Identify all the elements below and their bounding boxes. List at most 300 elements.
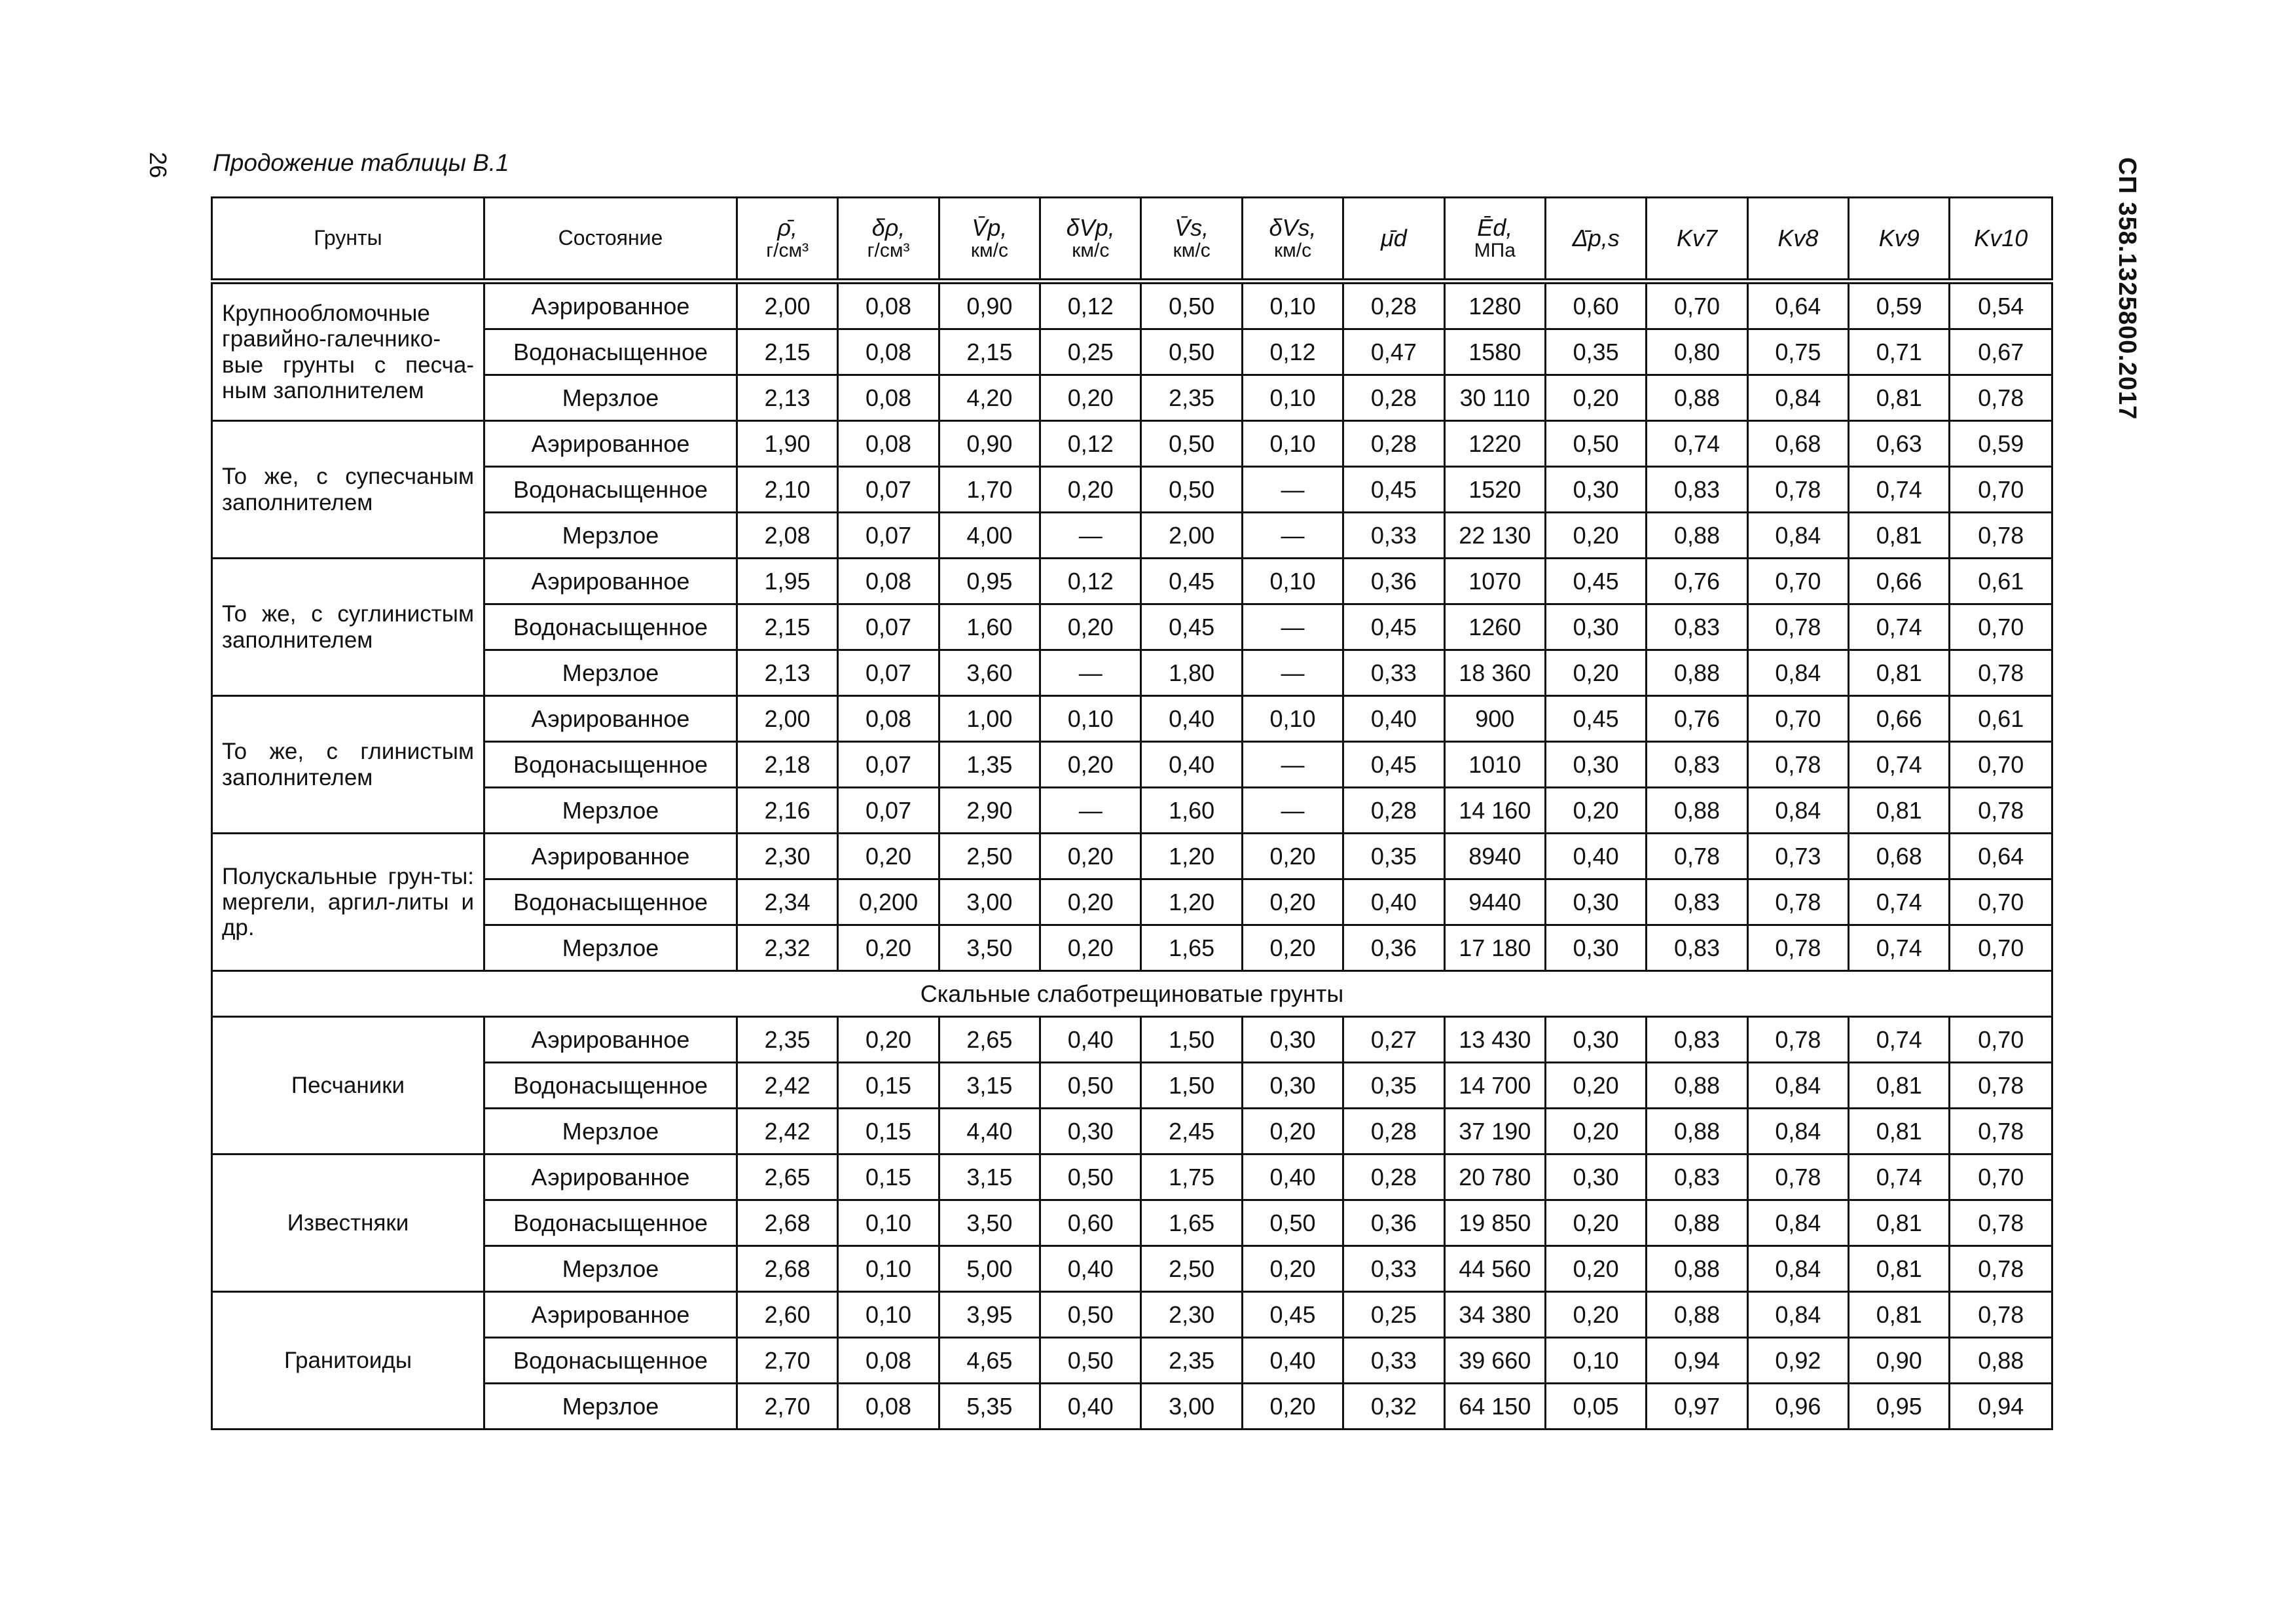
value-cell: 0,95	[1849, 1384, 1950, 1430]
value-cell: 9440	[1444, 879, 1545, 925]
table-row	[212, 1109, 2052, 1154]
state-cell: Водонасыщенное	[484, 329, 737, 375]
value-cell: 0,64	[1747, 282, 1848, 329]
value-cell: 1280	[1444, 282, 1545, 329]
value-cell: 0,35	[1343, 1063, 1444, 1109]
value-cell: 3,50	[939, 925, 1040, 971]
value-cell: 0,60	[1040, 1200, 1141, 1246]
value-cell: 0,50	[1040, 1292, 1141, 1338]
value-cell: 64 150	[1444, 1384, 1545, 1430]
state-cell: Водонасыщенное	[484, 604, 737, 650]
table-caption: Продожение таблицы В.1	[213, 149, 509, 176]
section-row	[212, 971, 2052, 1017]
value-cell: 37 190	[1444, 1109, 1545, 1154]
value-cell: 5,00	[939, 1246, 1040, 1292]
value-cell: 0,70	[1950, 467, 2052, 513]
column-symbol: Грунты	[314, 226, 382, 250]
table-row	[212, 329, 2052, 375]
value-cell: 0,28	[1343, 282, 1444, 329]
value-cell: 8940	[1444, 834, 1545, 879]
column-unit: км/с	[1274, 240, 1312, 262]
value-cell: 0,81	[1849, 1246, 1950, 1292]
value-cell: 0,33	[1343, 650, 1444, 696]
value-cell: 2,65	[737, 1154, 837, 1200]
soil-name: То же, с глинистым заполнителем	[212, 696, 484, 834]
value-cell: 0,83	[1647, 925, 1747, 971]
column-unit: км/с	[970, 240, 1008, 262]
value-cell: 13 430	[1444, 1017, 1545, 1063]
value-cell: 0,76	[1647, 559, 1747, 604]
value-cell: 0,78	[1747, 925, 1848, 971]
value-cell: 3,95	[939, 1292, 1040, 1338]
value-cell: 0,08	[838, 696, 939, 742]
value-cell: 30 110	[1444, 375, 1545, 421]
value-cell: 2,30	[1141, 1292, 1242, 1338]
value-cell: 0,84	[1747, 1292, 1848, 1338]
state-cell: Мерзлое	[484, 513, 737, 559]
value-cell: 0,10	[838, 1292, 939, 1338]
state-cell: Водонасыщенное	[484, 742, 737, 788]
value-cell: 2,70	[737, 1384, 837, 1430]
column-unit: км/с	[1072, 240, 1110, 262]
value-cell: 0,40	[1545, 834, 1646, 879]
value-cell: 0,33	[1343, 1246, 1444, 1292]
value-cell: 2,68	[737, 1200, 837, 1246]
value-cell: 0,88	[1647, 1109, 1747, 1154]
value-cell: 0,81	[1849, 513, 1950, 559]
column-unit: г/см³	[867, 240, 910, 262]
value-cell: 3,15	[939, 1063, 1040, 1109]
value-cell: 0,61	[1950, 559, 2052, 604]
value-cell: 0,20	[1040, 375, 1141, 421]
value-cell: 0,81	[1849, 1063, 1950, 1109]
table-row	[212, 559, 2052, 604]
value-cell: 0,84	[1747, 1200, 1848, 1246]
value-cell: 0,74	[1849, 1017, 1950, 1063]
value-cell: 18 360	[1444, 650, 1545, 696]
value-cell: 3,00	[939, 879, 1040, 925]
table-row	[212, 467, 2052, 513]
value-cell: 14 160	[1444, 788, 1545, 834]
value-cell: 0,45	[1141, 604, 1242, 650]
table-body	[212, 282, 2052, 971]
value-cell: 0,30	[1545, 742, 1646, 788]
state-cell: Аэрированное	[484, 559, 737, 604]
value-cell: 0,84	[1747, 1109, 1848, 1154]
column-unit: км/с	[1173, 240, 1211, 262]
value-cell: 0,78	[1747, 1017, 1848, 1063]
value-cell: 0,20	[1242, 925, 1343, 971]
value-cell: 0,94	[1647, 1338, 1747, 1384]
column-symbol: μ̄d	[1381, 225, 1407, 252]
value-cell: 0,50	[1242, 1200, 1343, 1246]
value-cell: 2,10	[737, 467, 837, 513]
value-cell: 0,08	[838, 282, 939, 329]
value-cell: 44 560	[1444, 1246, 1545, 1292]
value-cell: 2,90	[939, 788, 1040, 834]
value-cell: 4,65	[939, 1338, 1040, 1384]
value-cell: 0,50	[1040, 1154, 1141, 1200]
value-cell: 1,80	[1141, 650, 1242, 696]
column-header	[939, 198, 1040, 282]
value-cell: 5,35	[939, 1384, 1040, 1430]
value-cell: 0,10	[1242, 559, 1343, 604]
value-cell: 0,50	[1141, 329, 1242, 375]
value-cell: 0,75	[1747, 329, 1848, 375]
value-cell: 0,78	[1747, 1154, 1848, 1200]
value-cell: 0,40	[1242, 1154, 1343, 1200]
value-cell: 0,12	[1040, 559, 1141, 604]
value-cell: 0,20	[1545, 788, 1646, 834]
value-cell: 0,10	[838, 1200, 939, 1246]
table-row	[212, 879, 2052, 925]
value-cell: 0,07	[838, 742, 939, 788]
value-cell: 0,20	[1545, 1200, 1646, 1246]
state-cell: Мерзлое	[484, 925, 737, 971]
page-number: 26	[145, 152, 172, 179]
column-header	[1343, 198, 1444, 282]
state-cell: Аэрированное	[484, 696, 737, 742]
value-cell: 0,70	[1950, 1154, 2052, 1200]
value-cell: 1580	[1444, 329, 1545, 375]
state-cell: Водонасыщенное	[484, 1200, 737, 1246]
value-cell: 0,40	[1141, 696, 1242, 742]
value-cell: 0,50	[1040, 1063, 1141, 1109]
value-cell: 0,74	[1849, 604, 1950, 650]
value-cell: —	[1242, 467, 1343, 513]
column-header	[484, 198, 737, 282]
value-cell: 0,08	[838, 329, 939, 375]
value-cell: 0,15	[838, 1063, 939, 1109]
value-cell: 0,78	[1950, 788, 2052, 834]
value-cell: 0,67	[1950, 329, 2052, 375]
value-cell: 0,81	[1849, 375, 1950, 421]
state-cell: Аэрированное	[484, 282, 737, 329]
state-cell: Аэрированное	[484, 421, 737, 467]
value-cell: 2,13	[737, 650, 837, 696]
column-symbol: δVp,	[1066, 214, 1115, 242]
value-cell: 0,10	[1242, 282, 1343, 329]
value-cell: 900	[1444, 696, 1545, 742]
value-cell: 0,78	[1950, 650, 2052, 696]
value-cell: —	[1040, 513, 1141, 559]
table-row	[212, 604, 2052, 650]
value-cell: —	[1242, 788, 1343, 834]
document-code: СП 358.1325800.2017	[2113, 157, 2141, 420]
value-cell: 0,84	[1747, 788, 1848, 834]
value-cell: 2,13	[737, 375, 837, 421]
value-cell: 1520	[1444, 467, 1545, 513]
value-cell: 2,30	[737, 834, 837, 879]
value-cell: 0,36	[1343, 1200, 1444, 1246]
column-header	[1747, 198, 1848, 282]
table-header	[212, 198, 2052, 282]
value-cell: 0,83	[1647, 1017, 1747, 1063]
value-cell: 2,50	[1141, 1246, 1242, 1292]
soil-name: Гранитоиды	[212, 1292, 484, 1430]
value-cell: 4,00	[939, 513, 1040, 559]
value-cell: 0,20	[1040, 604, 1141, 650]
value-cell: 0,68	[1747, 421, 1848, 467]
value-cell: 0,84	[1747, 375, 1848, 421]
value-cell: 0,88	[1950, 1338, 2052, 1384]
value-cell: 0,70	[1950, 1017, 2052, 1063]
value-cell: 0,88	[1647, 1063, 1747, 1109]
value-cell: 0,10	[1242, 375, 1343, 421]
value-cell: 0,70	[1950, 879, 2052, 925]
value-cell: 0,59	[1849, 282, 1950, 329]
value-cell: 0,50	[1141, 282, 1242, 329]
value-cell: 0,30	[1040, 1109, 1141, 1154]
value-cell: 0,81	[1849, 1109, 1950, 1154]
value-cell: 2,00	[737, 282, 837, 329]
table-row	[212, 834, 2052, 879]
value-cell: 0,08	[838, 559, 939, 604]
value-cell: 0,78	[1950, 1292, 2052, 1338]
value-cell: 0,74	[1849, 879, 1950, 925]
value-cell: 0,78	[1950, 1200, 2052, 1246]
value-cell: 0,96	[1747, 1384, 1848, 1430]
value-cell: 22 130	[1444, 513, 1545, 559]
value-cell: 0,20	[1242, 834, 1343, 879]
value-cell: 0,88	[1647, 1200, 1747, 1246]
value-cell: 0,25	[1040, 329, 1141, 375]
table-body-rock	[212, 1017, 2052, 1430]
column-header	[1647, 198, 1747, 282]
value-cell: 4,20	[939, 375, 1040, 421]
table-row	[212, 1154, 2052, 1200]
value-cell: 0,83	[1647, 1154, 1747, 1200]
value-cell: 0,12	[1040, 282, 1141, 329]
value-cell: 0,20	[1545, 1246, 1646, 1292]
value-cell: 0,70	[1950, 604, 2052, 650]
column-header	[212, 198, 484, 282]
value-cell: 0,20	[1545, 1109, 1646, 1154]
value-cell: 0,50	[1040, 1338, 1141, 1384]
value-cell: 0,45	[1545, 696, 1646, 742]
value-cell: 1,20	[1141, 879, 1242, 925]
value-cell: 0,40	[1242, 1338, 1343, 1384]
value-cell: 0,64	[1950, 834, 2052, 879]
value-cell: 1,60	[1141, 788, 1242, 834]
table-row	[212, 1063, 2052, 1109]
value-cell: 2,65	[939, 1017, 1040, 1063]
value-cell: 0,35	[1343, 834, 1444, 879]
value-cell: 1,50	[1141, 1017, 1242, 1063]
value-cell: 1010	[1444, 742, 1545, 788]
soil-name: Полускальные грун-ты: мергели, аргил-литы и др.	[212, 834, 484, 971]
value-cell: 0,30	[1242, 1017, 1343, 1063]
value-cell: 1,20	[1141, 834, 1242, 879]
column-symbol: V̄s,	[1175, 214, 1209, 242]
value-cell: 0,59	[1950, 421, 2052, 467]
value-cell: 0,20	[1242, 1384, 1343, 1430]
value-cell: 0,12	[1040, 421, 1141, 467]
value-cell: 0,08	[838, 1384, 939, 1430]
state-cell: Мерзлое	[484, 1109, 737, 1154]
value-cell: 2,00	[737, 696, 837, 742]
value-cell: 2,35	[1141, 1338, 1242, 1384]
value-cell: 0,27	[1343, 1017, 1444, 1063]
value-cell: 0,10	[838, 1246, 939, 1292]
value-cell: 0,20	[1040, 879, 1141, 925]
state-cell: Мерзлое	[484, 650, 737, 696]
value-cell: 0,54	[1950, 282, 2052, 329]
table-row	[212, 421, 2052, 467]
column-symbol: Δ̄p,s	[1572, 225, 1620, 252]
value-cell: 0,30	[1545, 467, 1646, 513]
value-cell: 0,20	[1545, 513, 1646, 559]
value-cell: 0,50	[1141, 467, 1242, 513]
value-cell: 0,45	[1343, 467, 1444, 513]
value-cell: 3,15	[939, 1154, 1040, 1200]
value-cell: 0,08	[838, 375, 939, 421]
value-cell: 0,36	[1343, 559, 1444, 604]
value-cell: 0,30	[1545, 925, 1646, 971]
value-cell: 0,15	[838, 1109, 939, 1154]
state-cell: Аэрированное	[484, 1017, 737, 1063]
value-cell: 3,00	[1141, 1384, 1242, 1430]
table-row	[212, 1017, 2052, 1063]
column-unit: г/см³	[766, 240, 809, 262]
soil-name: Крупнообломочные гравийно-галечнико-вые грунты с песча-ным заполнителем	[212, 282, 484, 421]
section-title: Скальные слаботрещиноватые грунты	[212, 971, 2052, 1017]
value-cell: 0,81	[1849, 788, 1950, 834]
value-cell: 0,78	[1950, 1109, 2052, 1154]
value-cell: 0,45	[1545, 559, 1646, 604]
value-cell: 1220	[1444, 421, 1545, 467]
value-cell: 0,20	[1040, 742, 1141, 788]
table-row	[212, 788, 2052, 834]
value-cell: 0,30	[1242, 1063, 1343, 1109]
value-cell: —	[1242, 513, 1343, 559]
value-cell: 0,71	[1849, 329, 1950, 375]
soil-name: Известняки	[212, 1154, 484, 1292]
column-symbol: V̄p,	[972, 214, 1008, 242]
value-cell: 0,30	[1545, 1017, 1646, 1063]
value-cell: 0,20	[1545, 1063, 1646, 1109]
value-cell: 4,40	[939, 1109, 1040, 1154]
value-cell: 0,20	[838, 1017, 939, 1063]
column-symbol: Kv7	[1677, 225, 1718, 252]
value-cell: 0,45	[1242, 1292, 1343, 1338]
value-cell: 0,63	[1849, 421, 1950, 467]
value-cell: 0,32	[1343, 1384, 1444, 1430]
state-cell: Мерзлое	[484, 1384, 737, 1430]
column-symbol: δρ,	[871, 214, 905, 242]
value-cell: 0,45	[1141, 559, 1242, 604]
value-cell: 0,15	[838, 1154, 939, 1200]
table-row	[212, 742, 2052, 788]
value-cell: 2,16	[737, 788, 837, 834]
column-symbol: Ēd,	[1477, 214, 1513, 242]
value-cell: 1,70	[939, 467, 1040, 513]
value-cell: 0,28	[1343, 375, 1444, 421]
value-cell: 0,88	[1647, 375, 1747, 421]
column-symbol: δVs,	[1269, 214, 1317, 242]
value-cell: 2,42	[737, 1063, 837, 1109]
value-cell: 2,15	[737, 329, 837, 375]
value-cell: 0,28	[1343, 788, 1444, 834]
value-cell: 0,83	[1647, 604, 1747, 650]
value-cell: 0,60	[1545, 282, 1646, 329]
value-cell: 1,35	[939, 742, 1040, 788]
value-cell: 0,78	[1950, 1246, 2052, 1292]
value-cell: 1,90	[737, 421, 837, 467]
value-cell: 0,70	[1647, 282, 1747, 329]
value-cell: 39 660	[1444, 1338, 1545, 1384]
value-cell: 0,47	[1343, 329, 1444, 375]
value-cell: —	[1040, 788, 1141, 834]
value-cell: 0,90	[939, 421, 1040, 467]
value-cell: 1,65	[1141, 1200, 1242, 1246]
value-cell: 0,08	[838, 1338, 939, 1384]
value-cell: 2,45	[1141, 1109, 1242, 1154]
value-cell: 0,88	[1647, 1292, 1747, 1338]
value-cell: 1,95	[737, 559, 837, 604]
value-cell: 0,66	[1849, 559, 1950, 604]
value-cell: 0,78	[1950, 513, 2052, 559]
value-cell: 0,92	[1747, 1338, 1848, 1384]
value-cell: 0,07	[838, 513, 939, 559]
value-cell: 0,78	[1950, 1063, 2052, 1109]
value-cell: 0,74	[1647, 421, 1747, 467]
value-cell: 0,95	[939, 559, 1040, 604]
value-cell: 0,78	[1747, 742, 1848, 788]
value-cell: 0,88	[1647, 1246, 1747, 1292]
value-cell: 0,20	[1545, 1292, 1646, 1338]
value-cell: 0,40	[1040, 1017, 1141, 1063]
column-header	[737, 198, 837, 282]
value-cell: 14 700	[1444, 1063, 1545, 1109]
value-cell: 2,00	[1141, 513, 1242, 559]
table-row	[212, 650, 2052, 696]
value-cell: —	[1040, 650, 1141, 696]
value-cell: 0,88	[1647, 650, 1747, 696]
value-cell: 2,42	[737, 1109, 837, 1154]
value-cell: 0,40	[1343, 879, 1444, 925]
table-row	[212, 1292, 2052, 1338]
column-symbol: Состояние	[558, 226, 663, 250]
value-cell: 2,15	[737, 604, 837, 650]
table-row	[212, 1384, 2052, 1430]
value-cell: 0,20	[1242, 1246, 1343, 1292]
column-unit: МПа	[1474, 240, 1516, 262]
value-cell: 0,74	[1849, 742, 1950, 788]
value-cell: 0,88	[1647, 788, 1747, 834]
value-cell: 0,25	[1343, 1292, 1444, 1338]
value-cell: 0,36	[1343, 925, 1444, 971]
state-cell: Аэрированное	[484, 1292, 737, 1338]
table-row	[212, 513, 2052, 559]
soil-name: То же, с суглинистым заполнителем	[212, 559, 484, 696]
table-row	[212, 1246, 2052, 1292]
state-cell: Мерзлое	[484, 1246, 737, 1292]
value-cell: 0,70	[1747, 696, 1848, 742]
table-row	[212, 925, 2052, 971]
value-cell: 0,30	[1545, 1154, 1646, 1200]
value-cell: —	[1242, 604, 1343, 650]
value-cell: 0,35	[1545, 329, 1646, 375]
value-cell: 0,74	[1849, 925, 1950, 971]
value-cell: 0,70	[1747, 559, 1848, 604]
table-row	[212, 1200, 2052, 1246]
value-cell: 0,28	[1343, 1154, 1444, 1200]
column-symbol: ρ̄,	[777, 214, 797, 242]
value-cell: 0,12	[1242, 329, 1343, 375]
value-cell: 0,07	[838, 650, 939, 696]
value-cell: 0,78	[1950, 375, 2052, 421]
